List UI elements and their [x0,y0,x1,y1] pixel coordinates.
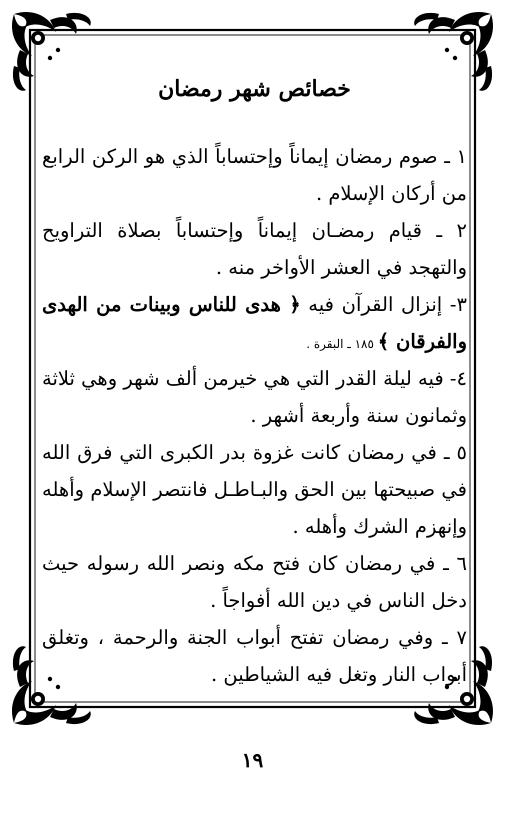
list-item [42,286,467,363]
quote-bracket-open: ﴿ [289,293,301,316]
item-text: في رمضان كان فتح مكه ونصر الله رسوله حيث دخل الناس في دين الله أفواجاً . [42,552,467,612]
page-title: خصائص شهر رمضان [158,76,351,102]
item-text: إنزال القرآن فيه [300,293,443,316]
item-number: ٣ [456,293,467,316]
item-text: قيام رمضـان إيماناً وإحتساباً بصلاة التراويح والتهجد في العشر الأواخر منه . [42,219,467,279]
list-item [42,360,467,434]
page-number: ١٩ [241,748,264,772]
item-separator: ـ [433,626,457,649]
quran-quote: هدى للناس وبينات من الهدى والفرقان [42,293,467,353]
item-separator: ـ [421,219,457,242]
item-number: ٥ [456,441,467,464]
item-separator: ـ [437,145,457,168]
item-text: في رمضان كانت غزوة بدر الكبرى التي فرق الله في صبيحتها بين الحق والبـاطـل فانتصر الإسلام وأهله وإنهزم الشرك وأهله . [42,441,467,538]
item-separator: ـ [435,552,457,575]
item-number: ٤ [456,367,468,390]
item-number: ٦ [456,552,467,575]
item-number: ٢ [456,219,467,242]
item-separator: - [443,367,457,390]
list-item [42,545,467,619]
verse-reference: ١٨٥ ـ البقرة . [306,337,378,351]
list-item [42,138,467,212]
item-text: صوم رمضان إيماناً وإحتساباً الذي هو الركن الرابع من أركان الإسلام . [42,145,467,205]
item-number: ٧ [456,626,467,649]
item-number: ١ [456,145,467,168]
list-item [42,434,467,545]
item-separator: - [442,293,457,316]
list-item [42,212,467,286]
list-item [42,619,467,693]
item-text: وفي رمضان تفتح أبواب الجنة والرحمة ، وتغلق أبواب النار وتغل فيه الشياطين . [42,626,467,686]
item-separator: ـ [436,441,457,464]
quote-bracket-close: ﴾ [377,330,390,353]
item-text: فيه ليلة القدر التي هي خيرمن ألف شهر وهي ثلاثة وثمانون سنة وأربعة أشهر . [42,367,467,427]
